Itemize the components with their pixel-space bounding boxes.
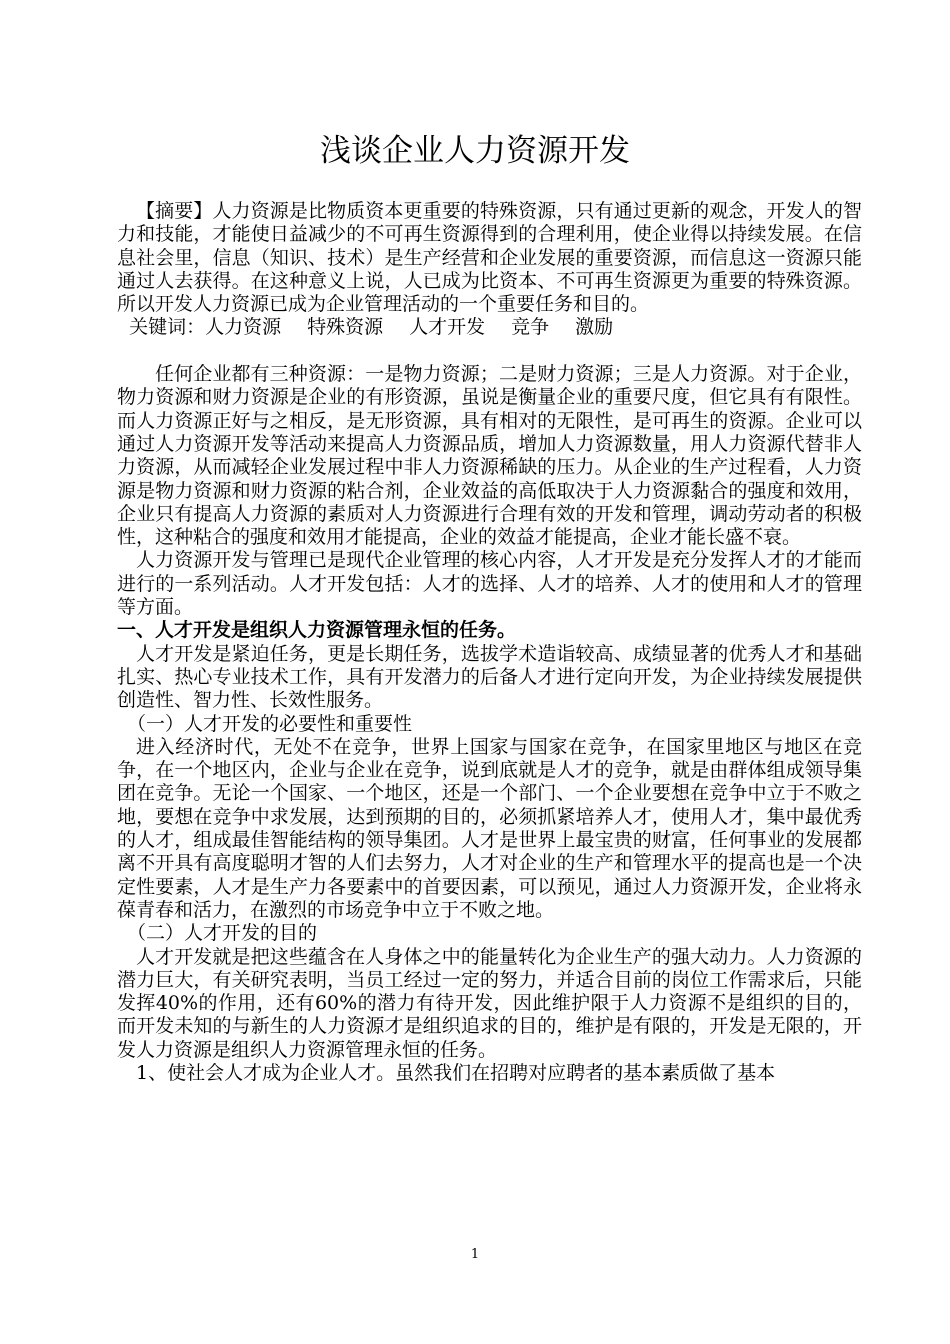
document-body bbox=[117, 200, 862, 1085]
keyword: 特殊资源 bbox=[307, 316, 384, 339]
body-paragraph: 1、使社会人才成为企业人才。虽然我们在招聘对应聘者的基本素质做了基本 bbox=[136, 1061, 776, 1084]
body-paragraph: 任何企业都有三种资源：一是物力资源；二是财力资源；三是人力资源。对于企业，物力资源和财力资源是企业的有形资源，虽说是衡量企业的重要尺度，但它具有有限性。而人力资源正好与之相反，是无形资源，具有相对的无限性，是可再生的资源。企业可以通过人力资源开发等活动来提高人力资源品质，增加人力资源数量，用人力资源代替非人力资源，从而减轻企业发展过程中非人力资源稀缺的压力。从企业的生产过程看，人力资源是物力资源和财力资源的粘合剂，企业效益的高低取决于人力资源黏合的强度和效用，企业只有提高人力资源的素质对人力资源进行合理有效的开发和管理，调动劳动者的积极性，这种粘合的强度和效用才能提高，企业的效益才能提高，企业才能长盛不衰。 bbox=[117, 363, 862, 549]
keyword: 激励 bbox=[575, 316, 614, 339]
keywords-label: 关键词： bbox=[129, 316, 206, 339]
keyword: 人才开发 bbox=[409, 316, 486, 339]
body-paragraph: 进入经济时代，无处不在竞争，世界上国家与国家在竞争，在国家里地区与地区在竞争，在一个地区内，企业与企业在竞争，说到底就是人才的竞争，就是由群体组成领导集团在竞争。无论一个国家、一个地区，还是一个部门、一个企业要想在竞争中立于不败之地，要想在竞争中求发展，达到预期的目的，必须抓紧培养人才，使用人才，集中最优秀的人才，组成最佳智能结构的领导集团。人才是世界上最宝贵的财富，任何事业的发展都离不开具有高度聪明才智的人们去努力，人才对企业的生产和管理水平的提高也是一个决定性要素，人才是生产力各要素中的首要因素，可以预见，通过人力资源开发，企业将永葆青春和活力，在激烈的市场竞争中立于不败之地。 bbox=[117, 735, 862, 921]
keywords-line bbox=[117, 316, 862, 339]
blank-line bbox=[117, 340, 862, 363]
body-paragraph: 人才开发是紧迫任务，更是长期任务，选拔学术造诣较高、成绩显著的优秀人才和基础扎实、热心专业技术工作，具有开发潜力的后备人才进行定向开发，为企业持续发展提供创造性、智力性、长效性服务。 bbox=[117, 642, 862, 712]
subsection-heading: （一）人才开发的必要性和重要性 bbox=[127, 712, 413, 735]
document-title: 浅谈企业人力资源开发 bbox=[320, 133, 630, 169]
page-number: 1 bbox=[470, 1247, 480, 1262]
section-heading: 一、人才开发是组织人力资源管理永恒的任务。 bbox=[117, 619, 517, 642]
keyword: 竞争 bbox=[511, 316, 550, 339]
subsection-heading: （二）人才开发的目的 bbox=[127, 922, 318, 945]
body-paragraph: 人力资源开发与管理已是现代企业管理的核心内容，人才开发是充分发挥人才的才能而进行的一系列活动。人才开发包括：人才的选择、人才的培养、人才的使用和人才的管理等方面。 bbox=[117, 549, 862, 619]
abstract-paragraph: 【摘要】人力资源是比物质资本更重要的特殊资源，只有通过更新的观念，开发人的智力和技能，才能使日益减少的不可再生资源得到的合理利用，使企业得以持续发展。在信息社会里，信息（知识、技术）是生产经营和企业发展的重要资源，而信息这一资源只能通过人去获得。在这种意义上说，人已成为比资本、不可再生资源更为重要的特殊资源。所以开发人力资源已成为企业管理活动的一个重要任务和目的。 bbox=[117, 200, 862, 316]
body-paragraph: 人才开发就是把这些蕴含在人身体之中的能量转化为企业生产的强大动力。人力资源的潜力巨大，有关研究表明，当员工经过一定的努力，并适合目前的岗位工作需求后，只能发挥40%的作用，还有60%的潜力有待开发，因此维护限于人力资源不是组织的目的，而开发未知的与新生的人力资源才是组织追求的目的，维护是有限的，开发是无限的，开发人力资源是组织人力资源管理永恒的任务。 bbox=[117, 945, 862, 1061]
keyword: 人力资源 bbox=[205, 316, 282, 339]
